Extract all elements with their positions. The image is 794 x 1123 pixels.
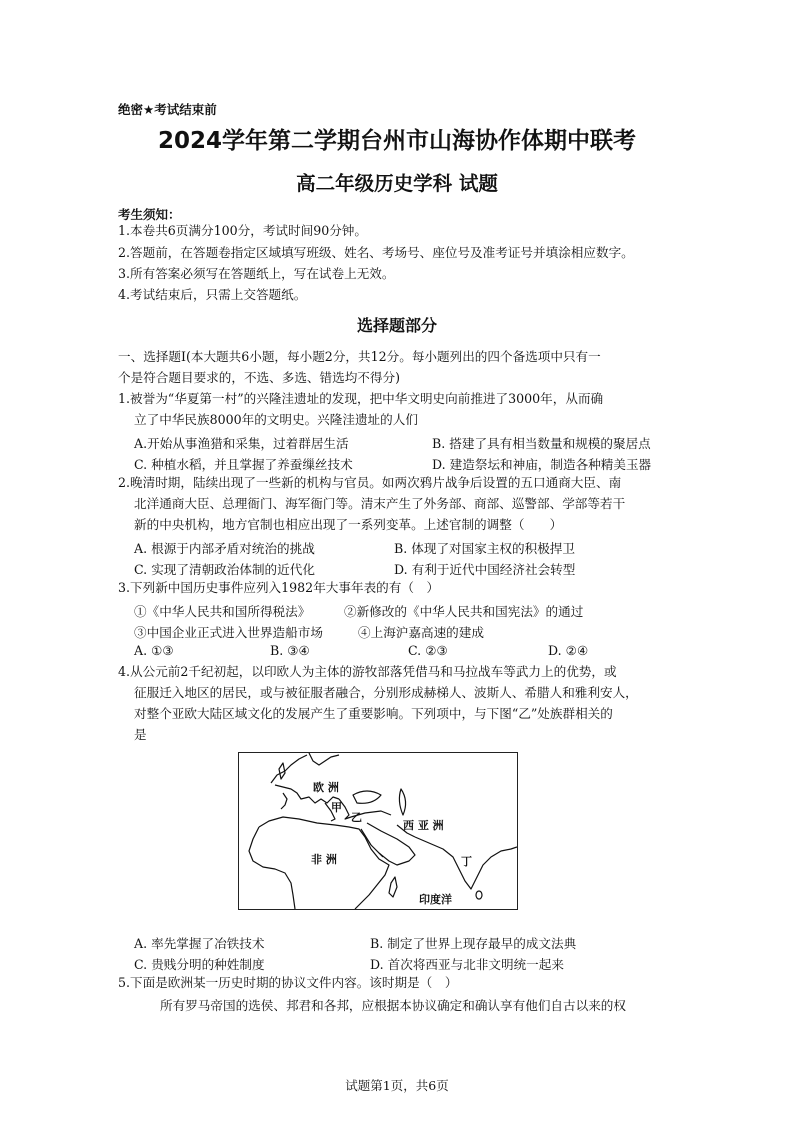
q3-item-2: ②新修改的《中华人民共和国宪法》的通过 [344, 604, 584, 619]
map-label-europe: 欧 洲 [313, 781, 339, 794]
exam-subtitle: 高二年级历史学科 试题 [296, 172, 498, 195]
q1-option-d: D. 建造祭坛和神庙，制造各种精美玉器 [432, 457, 652, 472]
confidential-mark: 绝密★考试结束前 [118, 102, 217, 117]
q1-stem: 立了中华民族8000年的文明史。兴隆洼遗址的人们 [134, 412, 418, 427]
q3-option-d: D. ②④ [548, 643, 589, 658]
q2-stem: 北洋通商大臣、总理衙门、海军衙门等。清末产生了外务部、商部、巡警部、学部等若干 [134, 496, 626, 511]
q3-option-c: C. ②③ [408, 643, 448, 658]
q3-option-a: A. ①③ [134, 643, 174, 658]
map-label-indian-ocean: 印度洋 [419, 893, 452, 906]
q2-option-b: B. 体现了对国家主权的积极捍卫 [394, 541, 575, 556]
q5-quote: 所有罗马帝国的选侯、邦君和各邦，应根据本协议确定和确认享有他们自古以来的权 [160, 998, 626, 1013]
map-label-jia: 甲 [331, 801, 342, 814]
q1-option-c: C. 种植水稻，并且掌握了养蚕缫丝技术 [134, 457, 353, 472]
q2-option-c: C. 实现了清朝政治体制的近代化 [134, 562, 315, 577]
q3-item-1: ①《中华人民共和国所得税法》 [134, 604, 311, 619]
section-title: 选择题部分 [356, 316, 437, 335]
map-outline [239, 753, 517, 909]
map-label-africa: 非 洲 [311, 853, 337, 866]
q2-stem: 2.晚清时期，陆续出现了一些新的机构与官员。如两次鸦片战争后设置的五口通商大臣、南 [118, 475, 622, 490]
q4-stem: 征服迁入地区的居民，或与被征服者融合，分别形成赫梯人、波斯人、希腊人和雅利安人， [134, 685, 638, 700]
notice-item: 3.所有答案必须写在答题纸上，写在试卷上无效。 [118, 266, 395, 281]
instructions-line: 个是符合题目要求的，不选、多选、错选均不得分) [118, 370, 400, 385]
map-label-west-asia: 西 亚 洲 [403, 819, 444, 832]
q4-option-c: C. 贵贱分明的种姓制度 [134, 957, 265, 972]
map-label-yi: 乙 [351, 811, 362, 824]
q4-option-b: B. 制定了世界上现存最早的成文法典 [370, 936, 577, 951]
exam-title: 2024学年第二学期台州市山海协作体期中联考 [157, 128, 636, 154]
q4-option-a: A. 率先掌握了冶铁技术 [134, 936, 265, 951]
q2-option-a: A. 根源于内部矛盾对统治的挑战 [134, 541, 315, 556]
q3-stem: 3.下列新中国历史事件应列入1982年大事年表的有（ ） [118, 580, 440, 595]
q4-stem: 对整个亚欧大陆区域文化的发展产生了重要影响。下列项中，与下图“乙”处族群相关的 [134, 706, 613, 721]
notice-item: 2.答题前，在答题卷指定区域填写班级、姓名、考场号、座位号及准考证号并填涂相应数字。 [118, 245, 634, 260]
q4-stem: 是 [134, 727, 147, 742]
q2-stem: 新的中央机构，地方官制也相应出现了一系列变革。上述官制的调整（ ） [134, 517, 563, 532]
historical-map [238, 752, 518, 910]
notice-item: 1.本卷共6页满分100分，考试时间90分钟。 [118, 223, 367, 238]
map-label-ding: 丁 [461, 855, 472, 868]
notice-heading: 考生须知： [118, 207, 181, 222]
q1-option-b: B. 搭建了具有相当数量和规模的聚居点 [432, 436, 651, 451]
q4-stem: 4.从公元前2千纪初起，以印欧人为主体的游牧部落凭借马和马拉战车等武力上的优势，或 [118, 664, 617, 679]
q4-option-d: D. 首次将西亚与北非文明统一起来 [370, 957, 564, 972]
q3-option-b: B. ③④ [270, 643, 310, 658]
q3-item-3: ③中国企业正式进入世界造船市场 [134, 625, 323, 640]
q1-stem: 1.被誉为“华夏第一村”的兴隆洼遗址的发现，把中华文明史向前推进了3000年，从而确 [118, 391, 604, 406]
q3-item-4: ④上海沪嘉高速的建成 [358, 625, 484, 640]
q5-stem: 5.下面是欧洲某一历史时期的协议文件内容。该时期是（ ） [118, 975, 458, 990]
notice-item: 4.考试结束后，只需上交答题纸。 [118, 287, 307, 302]
q1-option-a: A.开始从事渔猎和采集，过着群居生活 [134, 436, 349, 451]
page-footer: 试题第1页，共6页 [345, 1078, 449, 1093]
q2-option-d: D. 有利于近代中国经济社会转型 [394, 562, 576, 577]
instructions-line: 一、选择题Ⅰ(本大题共6小题，每小题2分，共12分。每小题列出的四个备选项中只有一 [118, 349, 601, 364]
